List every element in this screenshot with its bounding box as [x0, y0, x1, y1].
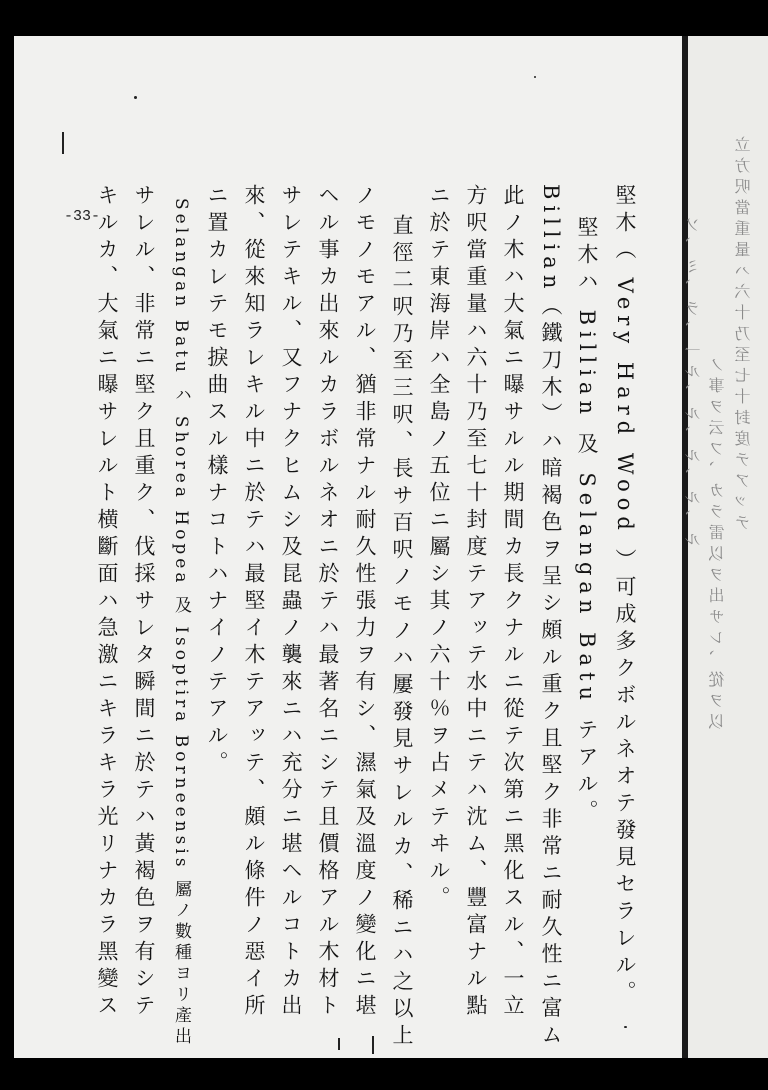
text-column-11: 來、從來知ラレキル中ニ於テハ最堅イ木テアッテ、頗ル條件ノ惡イ所	[242, 184, 266, 1021]
binding-mark	[372, 1036, 374, 1054]
text-column-6: ニ於テ東海岸ハ全島ノ五位ニ屬シ其ノ六十％ヲ占メテヰル。	[427, 184, 451, 913]
binding-mark	[338, 1038, 340, 1050]
bleed-column-2: ノ事ヲ云フ、カラ雷以ヲ出サレ、從ヲ以	[708, 356, 727, 734]
text-column-8: ノモノモアル、猶非常ナル耐久性張力ヲ有シ、濕氣及溫度ノ變化ニ堪	[353, 184, 377, 1021]
binding-mark	[62, 132, 64, 154]
facing-page-bleed-through	[684, 36, 768, 1058]
text-column-14: サレル、非常ニ堅ク且重ク、伐採サレタ瞬間ニ於テハ黃褐色ヲ有シテ	[132, 184, 156, 1021]
text-column-2: 堅木ハ Billian 及 Selangan Batu テアル。	[575, 216, 599, 827]
bleed-column-1: 立方呎當重量ハ六十乃至七十封度テアッテ	[734, 136, 753, 535]
bleed-column-3: ソ、ミ、ラ、一ル、ル、ル、ル、ル	[684, 216, 703, 552]
text-column-1: 堅木（ Very Hard Wood ）可成多クボルネオテ發見セラレル。	[613, 184, 637, 1008]
text-column-10: サレテキル、又フナクヒムシ及昆蟲ノ襲來ニハ充分ニ堪ヘルコトカ出	[279, 184, 303, 1021]
text-column-13: Selangan Batu ハ Shorea Hopea 及 Isoptira Borneensis 屬ノ數種ヨリ產出	[171, 198, 191, 1048]
scan-speck	[134, 96, 137, 99]
scan-speck	[624, 1026, 627, 1028]
text-column-3: Billian（鐵刀木）ハ暗褐色ヲ呈シ頗ル重ク且堅ク非常ニ耐久性ニ富ム	[539, 184, 563, 1051]
text-column-7: 直徑二呎乃至三呎、長サ百呎ノモノハ屢發見サレルカ、稀ニハ之以上	[390, 214, 414, 1051]
text-column-5: 方呎當重量ハ六十乃至七十封度テアッテ水中ニテハ沈ム、豐富ナル點	[464, 184, 488, 1021]
text-column-4: 此ノ木ハ大氣ニ曝サルル期間カ長クナルニ從テ次第ニ黑化スル、一立	[501, 184, 525, 1021]
document-page	[14, 36, 682, 1058]
text-column-9: ヘル事カ出來ルカラボルネオニ於テハ最著名ニシテ且價格アル木材ト	[316, 184, 340, 1021]
text-column-15: キルカ、大氣ニ曝サレルト横斷面ハ急激ニキラキラ光リナカラ黑變ス	[95, 184, 119, 1021]
page-number: -33-	[64, 208, 101, 225]
text-column-12: ニ置カレテモ捩曲スル樣ナコトハナイノテアル。	[205, 184, 229, 778]
scan-speck	[534, 76, 536, 78]
